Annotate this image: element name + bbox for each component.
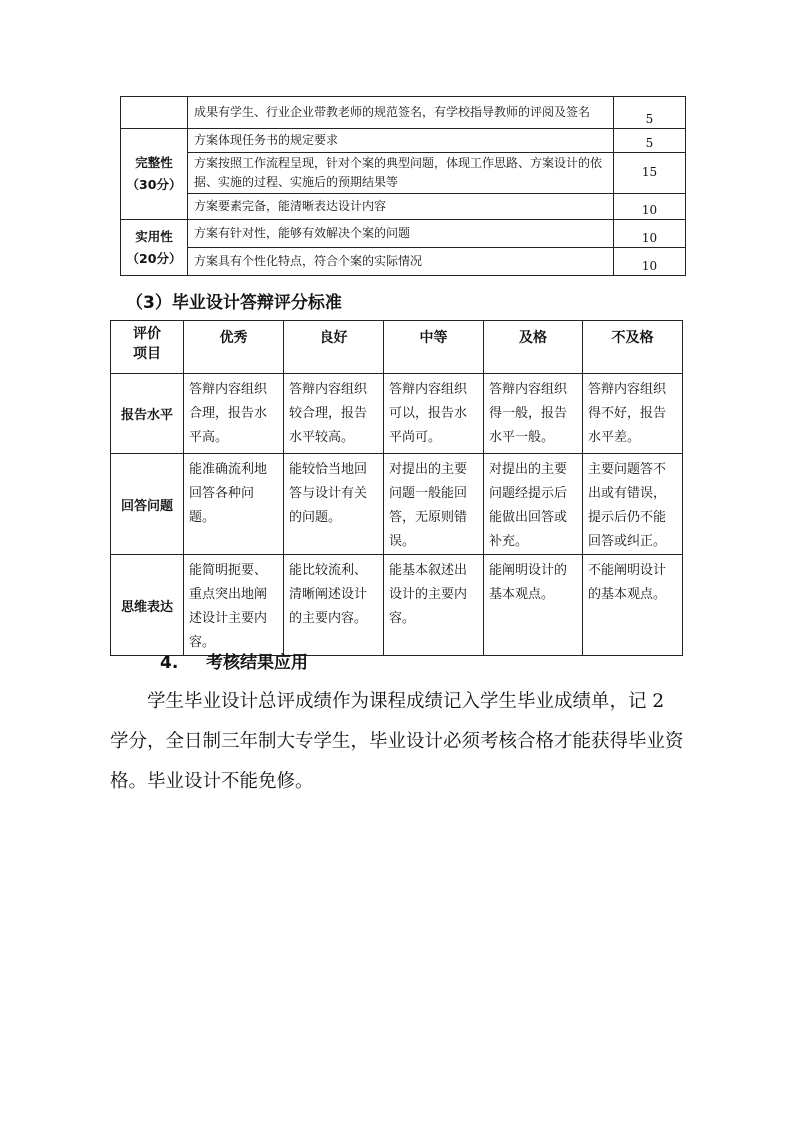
table-row [111,374,683,454]
table-cell: 答辩内容组织可以，报告水平尚可。 [384,374,484,454]
row-label: 报告水平 [111,374,184,454]
criterion-desc: 方案体现任务书的规定要求 [188,129,614,153]
category-cell [121,97,188,129]
section-number: 4. [160,653,179,673]
table-cell: 答辩内容组织得不好，报告水平差。 [583,374,683,454]
table-row [121,129,686,153]
row-label: 回答问题 [111,454,184,555]
table-cell: 对提出的主要问题一般能回答，无原则错误。 [384,454,484,555]
table-cell: 主要问题答不出或有错误，提示后仍不能回答或纠正。 [583,454,683,555]
criterion-desc: 方案要素完备，能清晰表达设计内容 [188,194,614,220]
table-cell: 能基本叙述出设计的主要内容。 [384,555,484,656]
criterion-desc: 方案有针对性，能够有效解决个案的问题 [188,220,614,248]
header-medium: 中等 [384,321,484,374]
header-line: 项目 [133,346,161,362]
criterion-score: 10 [614,248,686,276]
category-practicality [121,220,188,276]
criterion-desc: 方案具有个性化特点，符合个案的实际情况 [188,248,614,276]
header-row [111,321,683,374]
section-heading-results [160,648,308,673]
table-row [121,97,686,129]
table-cell: 不能阐明设计的基本观点。 [583,555,683,656]
header-excellent: 优秀 [184,321,284,374]
criterion-score: 15 [614,153,686,194]
section-title-defense-criteria: （3）毕业设计答辩评分标准 [126,293,342,313]
criterion-score: 10 [614,220,686,248]
table-row [121,194,686,220]
table-row [121,248,686,276]
category-points: （30分） [126,177,182,192]
table-cell: 答辩内容组织合理，报告水平高。 [184,374,284,454]
table-row [121,220,686,248]
category-points: （20分） [126,250,182,266]
header-good: 良好 [284,321,384,374]
criterion-score: 5 [614,129,686,153]
table-cell: 能准确流利地回答各种问题。 [184,454,284,555]
criterion-score: 5 [614,97,686,129]
defense-grading-table [110,320,683,656]
category-name: 实用性 [135,228,173,244]
table-cell: 能比较流利、清晰阐述设计的主要内容。 [284,555,384,656]
table-cell: 能简明扼要、重点突出地阐述设计主要内容。 [184,555,284,656]
table-cell: 答辩内容组织得一般，报告水平一般。 [484,374,583,454]
table-cell: 能较恰当地回答与设计有关的问题。 [284,454,384,555]
table-cell: 答辩内容组织较合理，报告水平较高。 [284,374,384,454]
table-row [111,454,683,555]
criterion-desc: 方案按照工作流程呈现，针对个案的典型问题，体现工作思路、方案设计的依据、实施的过程、实施后的预期结果等 [188,153,614,194]
table-row [111,555,683,656]
completeness-score-table [120,96,686,276]
row-label: 思维表达 [111,555,184,656]
header-pass: 及格 [484,321,583,374]
section-title: 考核结果应用 [206,653,308,673]
criterion-score: 10 [614,194,686,220]
header-fail: 不及格 [583,321,683,374]
category-completeness [121,129,188,220]
results-paragraph: 学生毕业设计总评成绩作为课程成绩记入学生毕业成绩单，记 2 学分，全日制三年制大专学生，毕业设计必须考核合格才能获得毕业资格。毕业设计不能免修。 [110,691,684,792]
table-cell: 能阐明设计的基本观点。 [484,555,583,656]
table-row [121,153,686,194]
header-evaluation-item [111,321,184,374]
header-line: 评价 [133,326,161,342]
category-name: 完整性 [135,155,173,170]
criterion-desc: 成果有学生、行业企业带教老师的规范签名，有学校指导教师的评阅及签名 [188,97,614,129]
table-cell: 对提出的主要问题经提示后能做出回答或补充。 [484,454,583,555]
